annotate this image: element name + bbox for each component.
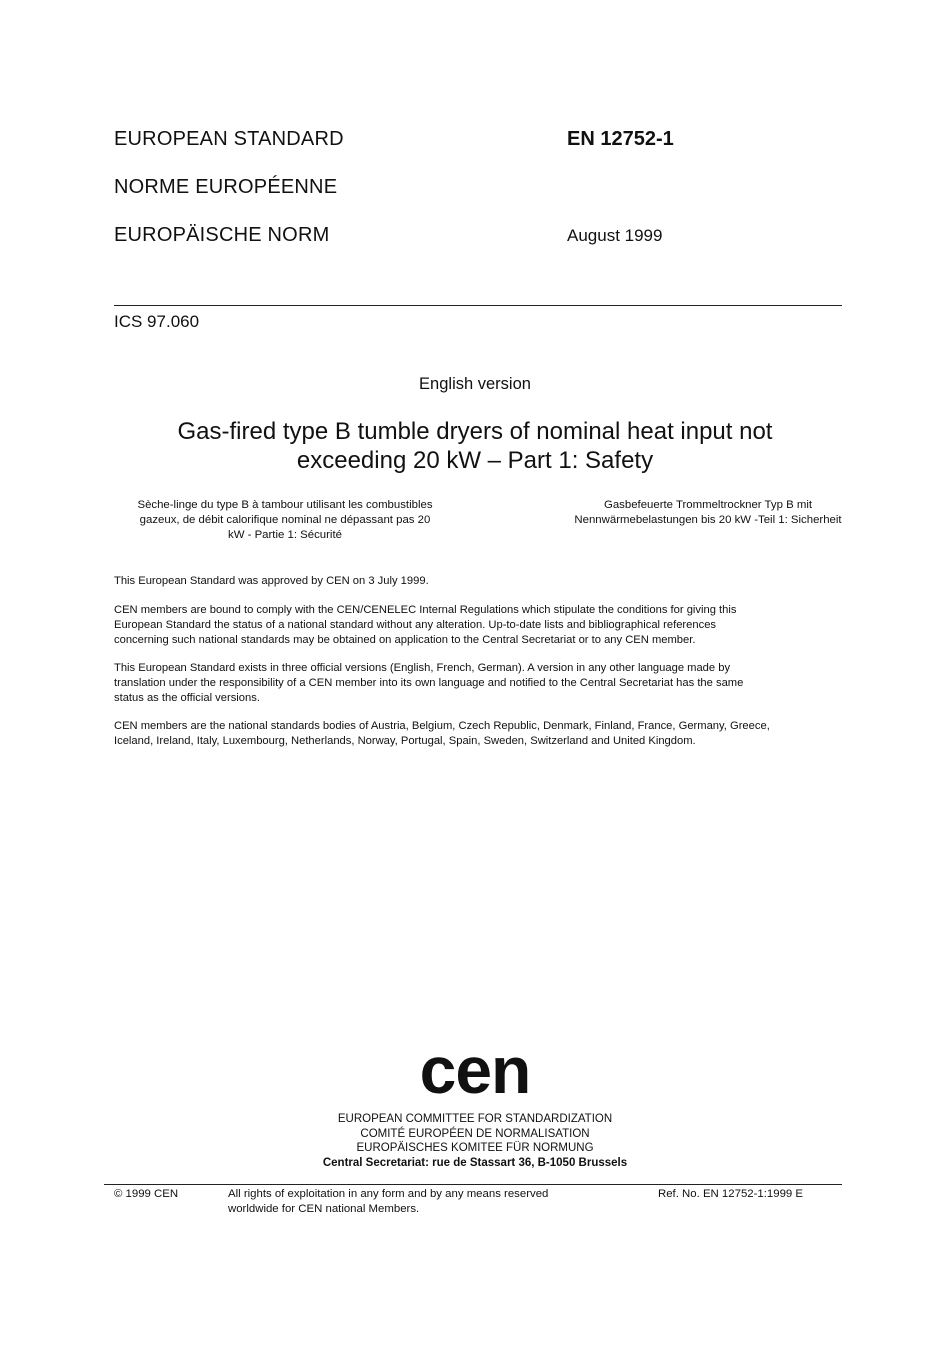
rights-notice bbox=[228, 1187, 548, 1217]
cen-name-german: EUROPÄISCHES KOMITEE FÜR NORMUNG bbox=[356, 1142, 594, 1154]
version-label: English version bbox=[419, 375, 531, 393]
standard-type-french: NORME EUROPÉENNE bbox=[114, 176, 338, 198]
compliance-line-2: European Standard the status of a national standard without any alteration. Up-to-date lists and bibliographical references bbox=[114, 619, 717, 631]
cen-address-block bbox=[250, 1112, 700, 1170]
title-french-line-3: kW - Partie 1: Sécurité bbox=[228, 529, 342, 541]
approval-paragraph: This European Standard was approved by CEN on 3 July 1999. bbox=[114, 575, 429, 587]
standard-type-english: EUROPEAN STANDARD bbox=[114, 128, 344, 150]
compliance-line-3: concerning such national standards may be obtained on application to the Central Secretariat or to any CEN member. bbox=[114, 634, 696, 646]
cen-logo: cen bbox=[419, 1033, 531, 1107]
footer-divider bbox=[104, 1184, 842, 1185]
cen-secretariat-address: Central Secretariat: rue de Stassart 36, B-1050 Brussels bbox=[322, 1156, 628, 1169]
compliance-paragraph bbox=[114, 603, 854, 648]
title-german-line-1: Gasbefeuerte Trommeltrockner Typ B mit bbox=[603, 499, 813, 511]
compliance-line-1: CEN members are bound to comply with the CEN/CENELEC Internal Regulations which stipulate the conditions for giving this bbox=[114, 604, 737, 616]
versions-line-1: This European Standard exists in three official versions (English, French, German). A version in any other language made by bbox=[114, 662, 731, 674]
publication-date: August 1999 bbox=[567, 226, 663, 245]
title-line-1: Gas-fired type B tumble dryers of nominal heat input not bbox=[177, 418, 773, 445]
title-german-line-2: Nennwärmebelastungen bis 20 kW -Teil 1: Sicherheit bbox=[574, 514, 842, 526]
cen-name-french: COMITÉ EUROPÉEN DE NORMALISATION bbox=[360, 1127, 590, 1140]
title-french bbox=[104, 498, 466, 543]
versions-line-3: status as the official versions. bbox=[114, 692, 260, 704]
rights-line-1: All rights of exploitation in any form and by any means reserved bbox=[228, 1188, 549, 1200]
title-german bbox=[548, 498, 868, 528]
document-title bbox=[100, 417, 850, 475]
copyright-notice: © 1999 CEN bbox=[114, 1188, 179, 1200]
versions-paragraph bbox=[114, 661, 854, 706]
header-divider bbox=[114, 305, 842, 306]
standard-number: EN 12752-1 bbox=[567, 128, 674, 150]
members-line-1: CEN members are the national standards bodies of Austria, Belgium, Czech Republic, Denmark, Finland, France, Germany, Greece, bbox=[114, 720, 770, 732]
title-line-2: exceeding 20 kW – Part 1: Safety bbox=[296, 447, 654, 474]
rights-line-2: worldwide for CEN national Members. bbox=[228, 1203, 420, 1215]
ics-code: ICS 97.060 bbox=[114, 312, 200, 331]
title-french-line-2: gazeux, de débit calorifique nominal ne dépassant pas 20 bbox=[139, 514, 431, 526]
cen-name-english: EUROPEAN COMMITTEE FOR STANDARDIZATION bbox=[337, 1113, 613, 1125]
standard-type-german: EUROPÄISCHE NORM bbox=[114, 224, 330, 246]
reference-number: Ref. No. EN 12752-1:1999 E bbox=[658, 1188, 804, 1200]
members-paragraph bbox=[114, 719, 854, 749]
versions-line-2: translation under the responsibility of a CEN member into its own language and notified to the Central Secretariat has the same bbox=[114, 677, 744, 689]
title-french-line-1: Sèche-linge du type B à tambour utilisant les combustibles bbox=[137, 499, 433, 511]
members-line-2: Iceland, Ireland, Italy, Luxembourg, Netherlands, Norway, Portugal, Spain, Sweden, Switzerland and United Kingdom. bbox=[114, 735, 696, 747]
